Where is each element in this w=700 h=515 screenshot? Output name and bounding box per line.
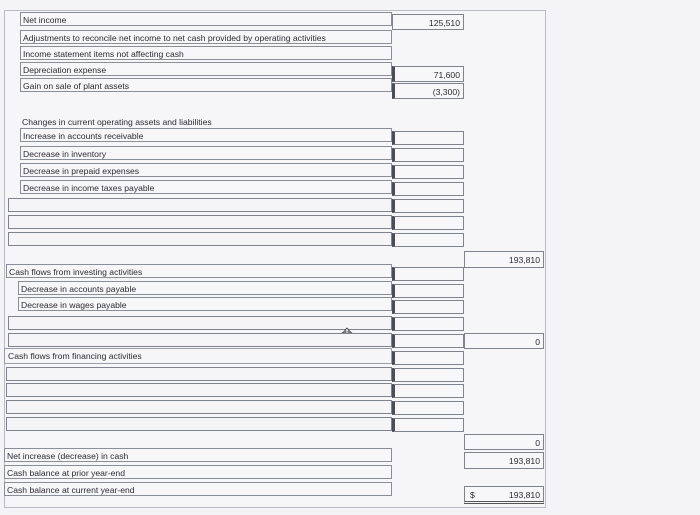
change-row-label-field[interactable] [20, 180, 392, 194]
blank-label-field[interactable] [6, 367, 392, 381]
prior-balance-value: 193,810 [508, 456, 540, 466]
financing-total-cell [464, 434, 544, 450]
change-row-input[interactable] [392, 131, 464, 145]
adjustments-label-field[interactable] [20, 30, 392, 44]
blank-label-field[interactable] [6, 417, 392, 431]
gain-on-sale-value: (3,300) [432, 87, 460, 97]
depreciation-label-field[interactable] [20, 62, 392, 76]
financing-amount-input[interactable] [392, 351, 464, 365]
investing-amount-input[interactable] [392, 267, 464, 281]
blank-label-field[interactable] [8, 215, 392, 229]
change-row-label: Decrease in income taxes payable [23, 183, 155, 193]
prior-balance-label: Cash balance at prior year-end [7, 468, 125, 478]
investing-label-field[interactable] [6, 264, 392, 278]
blank-amount-input[interactable] [392, 233, 464, 247]
blank-label-field[interactable] [6, 383, 392, 397]
net-income-cell[interactable] [392, 14, 464, 30]
blank-amount-input[interactable] [392, 384, 464, 398]
change-row-input[interactable] [392, 148, 464, 162]
gain-on-sale-cell[interactable] [392, 83, 464, 99]
current-balance-label: Cash balance at current year-end [7, 485, 135, 495]
change-row-label-field[interactable] [20, 128, 392, 142]
financing-label: Cash flows from financing activities [8, 351, 142, 361]
income-items-label-field[interactable] [20, 46, 392, 60]
prior-balance-label-field[interactable] [4, 465, 392, 479]
investing-total-cell [464, 333, 544, 349]
blank-amount-input[interactable] [392, 418, 464, 432]
investing-item-label-field[interactable] [18, 297, 392, 311]
blank-amount-input[interactable] [392, 199, 464, 213]
change-row-input[interactable] [392, 182, 464, 196]
financing-label-field[interactable] [4, 348, 392, 364]
change-row-label-field[interactable] [20, 163, 392, 177]
depreciation-label: Depreciation expense [23, 65, 107, 75]
blank-label-field[interactable] [8, 333, 392, 347]
financing-total-value: 0 [535, 438, 540, 448]
current-balance-label-field[interactable] [4, 482, 392, 496]
investing-item-input[interactable] [392, 300, 464, 314]
blank-label-field[interactable] [8, 232, 392, 246]
blank-amount-input[interactable] [392, 401, 464, 415]
investing-total-value: 0 [535, 337, 540, 347]
blank-amount-input[interactable] [392, 317, 464, 331]
adjustments-label: Adjustments to reconcile net income to net cash provided by operating activities [23, 33, 326, 43]
net-income-label: Net income [23, 15, 67, 25]
blank-label-field[interactable] [6, 400, 392, 414]
investing-item-label: Decrease in accounts payable [21, 284, 137, 294]
net-income-label-field[interactable] [20, 12, 392, 26]
blank-label-field[interactable] [8, 316, 392, 330]
income-items-label: Income statement items not affecting cash [23, 49, 184, 59]
changes-label: Changes in current operating assets and liabilities [22, 117, 212, 127]
blank-amount-input[interactable] [392, 334, 464, 348]
change-row-label: Decrease in inventory [23, 149, 107, 159]
net-change-label-field[interactable] [4, 448, 392, 462]
change-row-input[interactable] [392, 165, 464, 179]
current-balance-currency: $ [470, 490, 475, 500]
current-balance-cell [464, 486, 544, 504]
depreciation-cell[interactable] [392, 66, 464, 82]
investing-item-label: Decrease in wages payable [21, 300, 127, 310]
operating-total-value: 193,810 [508, 255, 540, 265]
operating-total-cell [464, 251, 544, 268]
net-income-value: 125,510 [428, 18, 460, 28]
investing-item-input[interactable] [392, 284, 464, 298]
investing-item-label-field[interactable] [18, 281, 392, 295]
current-balance-value: 193,810 [508, 490, 540, 500]
gain-on-sale-label: Gain on sale of plant assets [23, 81, 130, 91]
depreciation-value: 71,600 [433, 70, 460, 80]
net-change-label: Net increase (decrease) in cash [7, 451, 129, 461]
prior-balance-cell [464, 452, 544, 469]
blank-amount-input[interactable] [392, 216, 464, 230]
blank-label-field[interactable] [8, 198, 392, 212]
blank-amount-input[interactable] [392, 368, 464, 382]
change-row-label: Decrease in prepaid expenses [23, 166, 140, 176]
gain-on-sale-label-field[interactable] [20, 78, 392, 92]
investing-label: Cash flows from investing activities [9, 267, 143, 277]
change-row-label-field[interactable] [20, 146, 392, 160]
change-row-label: Increase in accounts receivable [23, 131, 144, 141]
